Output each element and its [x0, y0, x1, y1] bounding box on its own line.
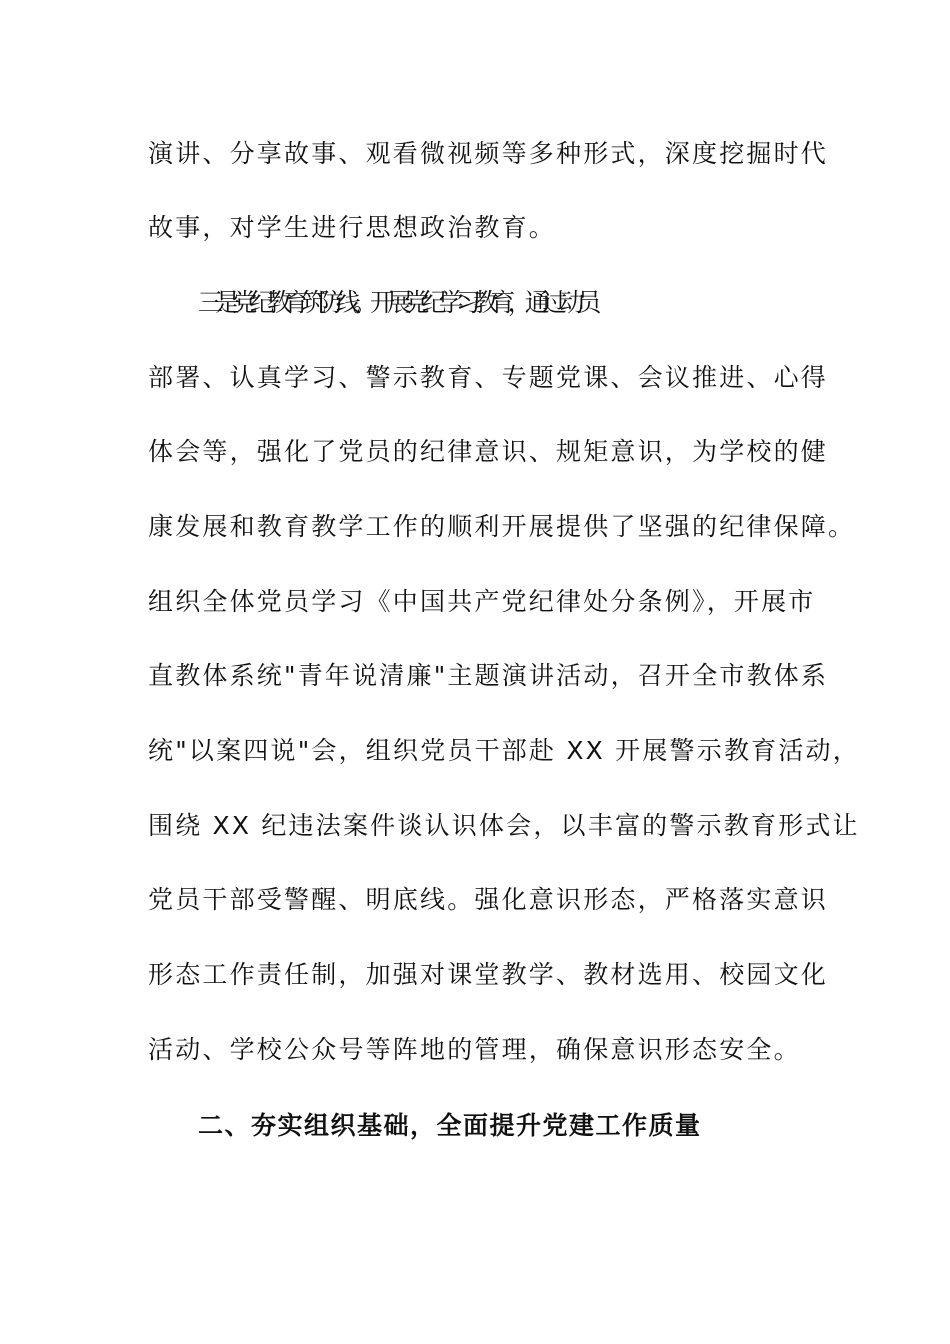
body-text-line: 故事，对学生进行思想政治教育。	[148, 213, 557, 242]
body-text-line: 围绕 XX 纪违法案件谈认识体会，以丰富的警示教育形式让	[148, 811, 860, 840]
body-text-line: 党员干部受警醒、明底线。强化意识形态，严格落实意识	[148, 885, 829, 914]
body-text-line: 直教体系统"青年说清廉"主题演讲活动，召开全市教体系	[148, 661, 829, 690]
paragraph-first-line: 三是党纪教育筑防线。开展党纪学习教育，通过动员	[198, 288, 594, 317]
body-text-line: 体会等，强化了党员的纪律意识、规矩意识，为学校的健	[148, 437, 829, 466]
body-text-line: 组织全体党员学习《中国共产党纪律处分条例》，开展市	[148, 587, 816, 616]
section-heading: 二、夯实组织基础，全面提升党建工作质量	[198, 1111, 702, 1140]
body-text-line: 演讲、分享故事、观看微视频等多种形式，深度挖掘时代	[148, 139, 829, 168]
body-text-line: 部署、认真学习、警示教育、专题党课、会议推进、心得	[148, 363, 829, 392]
body-text-line: 康发展和教育教学工作的顺利开展提供了坚强的纪律保障。	[148, 512, 856, 541]
body-text-line: 活动、学校公众号等阵地的管理，确保意识形态安全。	[148, 1035, 801, 1064]
body-text-line: 统"以案四说"会，组织党员干部赴 XX 开展警示教育活动，	[148, 736, 860, 765]
body-text-line: 形态工作责任制，加强对课堂教学、教材选用、校园文化	[148, 960, 829, 989]
